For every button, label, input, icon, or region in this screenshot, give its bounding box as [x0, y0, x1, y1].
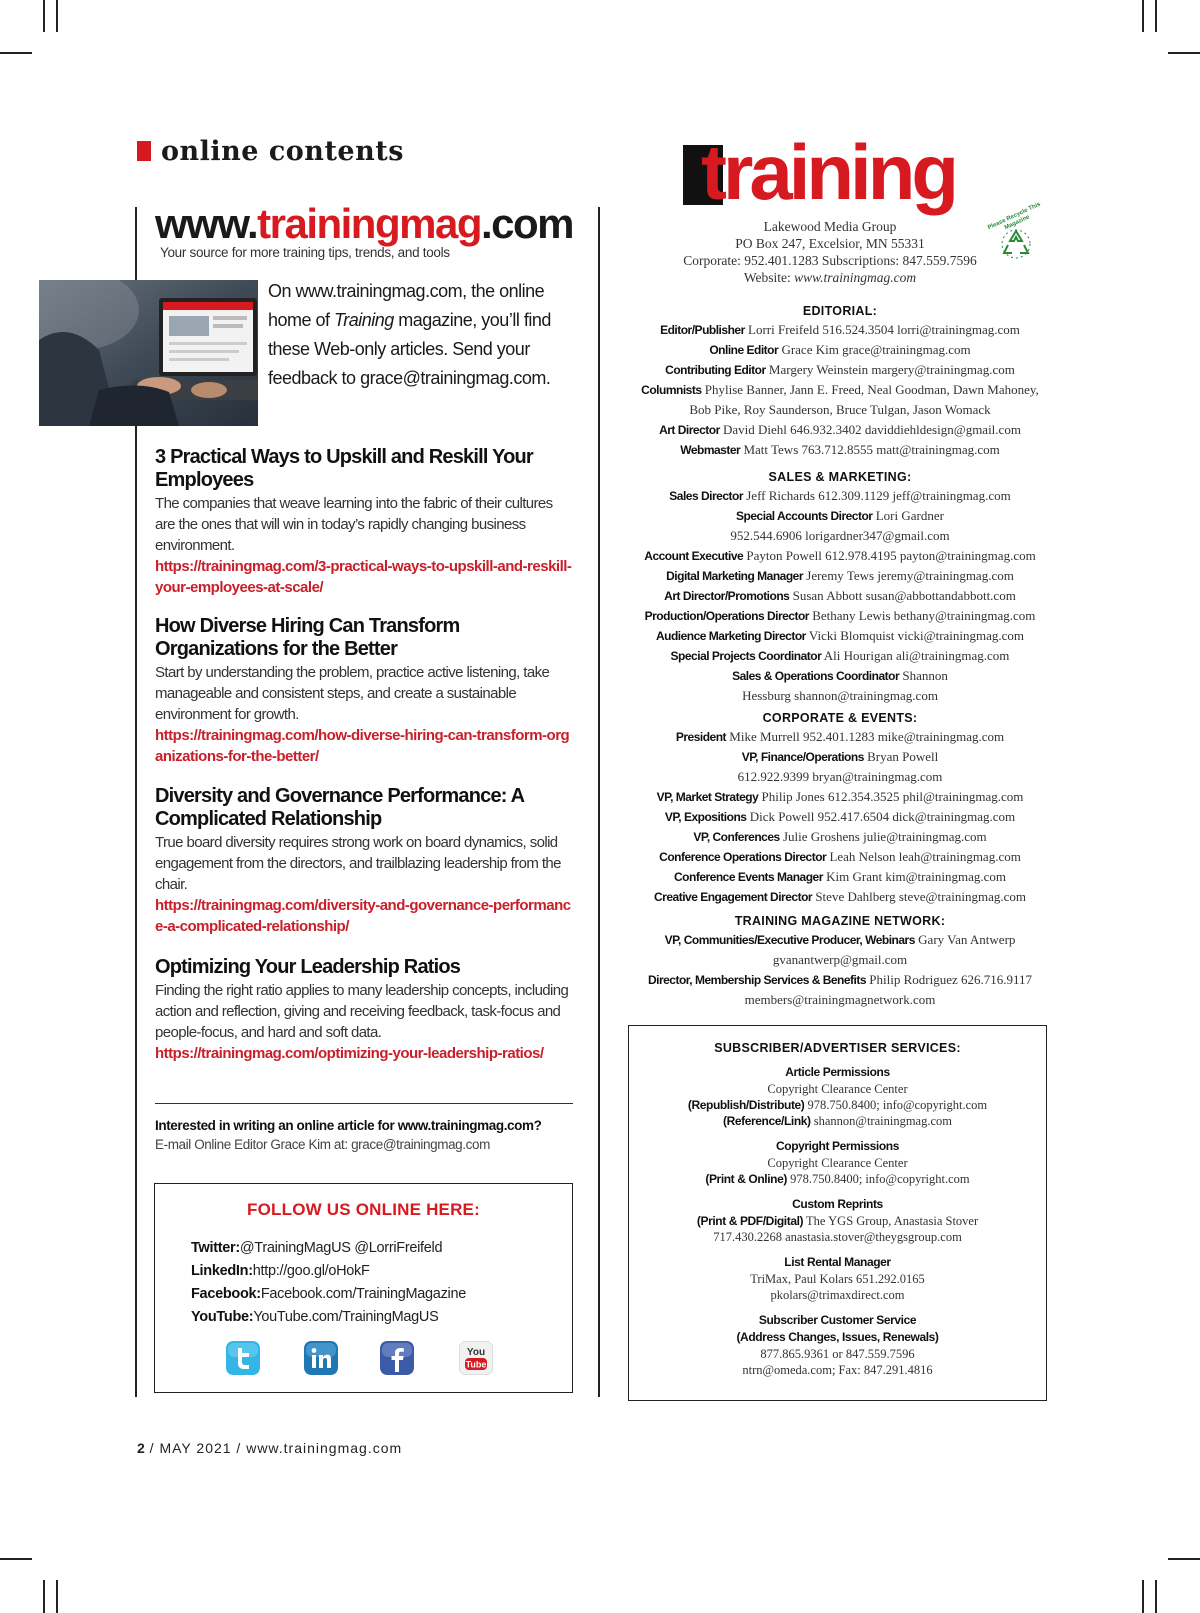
staff-line: [620, 787, 1060, 807]
site-title-suffix: .com: [480, 200, 574, 247]
customer-service-group: [629, 1312, 1046, 1378]
intro-text-1: On www.trainingmag.com, the online home of: [268, 281, 545, 330]
staff-role: Special Projects Coordinator: [670, 649, 822, 663]
staff-info: Dick Powell 952.417.6504 dick@trainingmag.com: [746, 809, 1016, 824]
crop-mark: [0, 52, 32, 54]
youtube-url: YouTube.com/TrainingMagUS: [253, 1309, 439, 1325]
group-value: shannon@trainingmag.com: [810, 1114, 952, 1128]
group-label: (Print & Online): [705, 1172, 787, 1186]
network-block: [620, 912, 1060, 1010]
staff-info: David Diehl 646.932.3402 daviddiehldesign@gmail.com: [719, 422, 1021, 437]
staff-line: [620, 807, 1060, 827]
article-item: [155, 785, 575, 937]
article-item: [155, 446, 575, 598]
group-line: 877.865.9361 or 847.559.7596: [760, 1347, 915, 1361]
group-value: The YGS Group, Anastasia Stover: [803, 1214, 979, 1228]
facebook-label: Facebook:: [191, 1286, 261, 1302]
staff-info: Margery Weinstein margery@trainingmag.com: [765, 362, 1015, 377]
staff-line: [620, 646, 1060, 666]
footer-text: / MAY 2021 / www.trainingmag.com: [144, 1440, 403, 1456]
staff-line: [620, 566, 1060, 586]
staff-role: Art Director: [659, 423, 720, 437]
write-article-contact[interactable]: E-mail Online Editor Grace Kim at: grace@trainingmag.com: [155, 1137, 490, 1152]
crop-mark: [1142, 0, 1144, 32]
crop-mark: [56, 1580, 58, 1613]
crop-mark: [1142, 1580, 1144, 1613]
staff-line: [620, 747, 1060, 787]
staff-role: Conference Operations Director: [659, 850, 827, 864]
staff-info: Grace Kim grace@trainingmag.com: [778, 342, 971, 357]
editorial-block: [620, 302, 1060, 460]
twitter-icon[interactable]: [226, 1341, 260, 1375]
logo-wordmark: training: [701, 128, 955, 216]
intro-text-2: magazine, you’ll find these Web-only articles. Send your feedback to grace@trainingmag.com.: [268, 310, 551, 388]
crop-mark: [56, 0, 58, 32]
staff-info: Phylise Banner, Jann E. Freed, Neal Goodman, Dawn Mahoney, Bob Pike, Roy Saunderson, Bruce Tulgan, Jason Womack: [689, 382, 1039, 417]
laptop-photo-illustration: [39, 280, 258, 426]
staff-role: VP, Finance/Operations: [741, 750, 864, 764]
article-permissions-group: [629, 1064, 1046, 1129]
staff-role: VP, Conferences: [693, 830, 780, 844]
staff-line: [620, 340, 1060, 360]
staff-line: [620, 546, 1060, 566]
staff-line: [620, 867, 1060, 887]
youtube-icon[interactable]: [459, 1341, 493, 1375]
staff-line: [620, 380, 1060, 420]
group-title: Custom Reprints: [792, 1197, 883, 1211]
article-title[interactable]: Diversity and Governance Performance: A Complicated Relationship: [155, 785, 524, 830]
staff-info: Jeremy Tews jeremy@trainingmag.com: [803, 568, 1014, 583]
article-item: [155, 615, 575, 767]
network-heading: TRAINING MAGAZINE NETWORK:: [734, 914, 946, 928]
staff-line: [620, 727, 1060, 747]
group-line: Copyright Clearance Center: [767, 1156, 908, 1170]
staff-info: Gary Van Antwerp gvanantwerp@gmail.com: [772, 932, 1016, 967]
staff-info: Lorri Freifeld 516.524.3504 lorri@trainingmag.com: [744, 322, 1020, 337]
group-title: Article Permissions: [785, 1065, 890, 1079]
staff-line: [620, 420, 1060, 440]
training-logo: [683, 128, 979, 225]
group-subtitle: (Address Changes, Issues, Renewals): [736, 1330, 939, 1344]
group-value: 978.750.8400; info@copyright.com: [804, 1098, 988, 1112]
article-title[interactable]: How Diverse Hiring Can Transform Organizations for the Better: [155, 615, 460, 660]
crop-mark: [43, 1580, 45, 1613]
staff-role: Creative Engagement Director: [654, 890, 813, 904]
staff-info: Bryan Powell 612.922.9399 bryan@trainingmag.com: [737, 749, 943, 784]
staff-role: Director, Membership Services & Benefits: [647, 973, 867, 987]
staff-info: Payton Powell 612.978.4195 payton@trainingmag.com: [743, 548, 1036, 563]
sales-heading: SALES & MARKETING:: [768, 470, 912, 484]
twitter-label: Twitter:: [191, 1240, 240, 1256]
staff-role: VP, Communities/Executive Producer, Webinars: [664, 933, 915, 947]
site-title[interactable]: [155, 200, 573, 248]
staff-info: Vicki Blomquist vicki@trainingmag.com: [805, 628, 1025, 643]
article-link[interactable]: https://trainingmag.com/how-diverse-hiring-can-transform-organizations-for-the-better/: [155, 727, 570, 765]
staff-info: Philip Jones 612.354.3525 phil@trainingmag.com: [758, 789, 1024, 804]
staff-line: [620, 486, 1060, 506]
group-line: Copyright Clearance Center: [767, 1082, 908, 1096]
group-title: Subscriber Customer Service: [758, 1313, 917, 1327]
group-title: Copyright Permissions: [776, 1139, 899, 1153]
linkedin-label: LinkedIn:: [191, 1263, 253, 1279]
staff-role: Art Director/Promotions: [664, 589, 790, 603]
group-label: (Reference/Link): [723, 1114, 811, 1128]
youtube-line[interactable]: [191, 1309, 438, 1325]
recycle-text: Please Recycle This Magazine: [987, 201, 1042, 232]
article-description: The companies that weave learning into the fabric of their cultures are the ones that will win in today’s rapidly changing business environment.: [155, 495, 553, 554]
staff-role: Sales Director: [669, 489, 743, 503]
staff-line: [620, 586, 1060, 606]
center-column-rule: [598, 207, 600, 1397]
staff-info: Susan Abbott susan@abbottandabbott.com: [789, 588, 1016, 603]
website-label: Website:: [743, 270, 795, 285]
group-value: 978.750.8400; info@copyright.com: [786, 1172, 970, 1186]
divider: [155, 1103, 573, 1104]
corporate-heading: CORPORATE & EVENTS:: [762, 711, 918, 725]
staff-line: [620, 440, 1060, 460]
staff-line: [620, 320, 1060, 340]
publisher-info: [640, 218, 1020, 286]
group-line: [629, 1171, 1046, 1187]
site-title-prefix: www.: [155, 200, 258, 247]
staff-line: [620, 626, 1060, 646]
staff-role: President: [675, 730, 727, 744]
group-line: TriMax, Paul Kolars 651.292.0165: [750, 1272, 925, 1286]
group-line: [629, 1113, 1046, 1129]
youtube-icon-you: You: [466, 1347, 486, 1358]
staff-role: Sales & Operations Coordinator: [732, 669, 900, 683]
linkedin-line[interactable]: [191, 1263, 370, 1279]
group-label: (Print & PDF/Digital): [696, 1214, 804, 1228]
staff-info: Philip Rodriguez 626.716.9117 members@trainingmagnetwork.com: [744, 972, 1033, 1007]
staff-role: Editor/Publisher: [660, 323, 745, 337]
staff-info: Lori Gardner 952.544.6906 lorigardner347@gmail.com: [730, 508, 950, 543]
group-title: List Rental Manager: [784, 1255, 891, 1269]
staff-role: Digital Marketing Manager: [666, 569, 804, 583]
page-footer: [137, 1440, 402, 1456]
custom-reprints-group: [629, 1196, 1046, 1245]
staff-role: Webmaster: [680, 443, 741, 457]
staff-info: Mike Murrell 952.401.1283 mike@trainingmag.com: [726, 729, 1005, 744]
staff-line: [620, 360, 1060, 380]
linkedin-icon[interactable]: [304, 1341, 338, 1375]
section-marker: [137, 141, 151, 161]
article-description: Start by understanding the problem, practice active listening, take manageable and consistent steps, and create a sustainable environment for growth.: [155, 664, 550, 723]
section-title: online contents: [161, 135, 404, 167]
article-link[interactable]: https://trainingmag.com/3-practical-ways-to-upskill-and-reskill-your-employees-at-scale/: [155, 558, 572, 596]
staff-line: [620, 827, 1060, 847]
intro-paragraph: [268, 277, 578, 393]
staff-role: Columnists: [641, 383, 702, 397]
staff-line: [620, 606, 1060, 626]
write-article-question: Interested in writing an online article for www.trainingmag.com?: [155, 1118, 542, 1133]
staff-info: Jeff Richards 612.309.1129 jeff@trainingmag.com: [743, 488, 1011, 503]
twitter-handle: @TrainingMagUS @LorriFreifeld: [239, 1240, 443, 1256]
staff-info: Julie Groshens julie@trainingmag.com: [779, 829, 987, 844]
staff-info: Bethany Lewis bethany@trainingmag.com: [808, 608, 1036, 623]
sales-block: [620, 468, 1060, 706]
crop-mark: [1155, 0, 1157, 32]
list-rental-group: [629, 1254, 1046, 1303]
staff-line: [620, 666, 1060, 706]
publisher-address: PO Box 247, Excelsior, MN 55331: [735, 236, 925, 251]
staff-info: Matt Tews 763.712.8555 matt@trainingmag.com: [740, 442, 1000, 457]
subscriber-heading: SUBSCRIBER/ADVERTISER SERVICES:: [714, 1041, 961, 1055]
laptop-photo: [39, 280, 258, 426]
follow-us-box: [154, 1183, 573, 1393]
site-tagline: Your source for more training tips, trends, and tools: [160, 245, 450, 260]
group-line: [629, 1097, 1046, 1113]
group-line: [629, 1213, 1046, 1229]
crop-mark: [0, 1558, 32, 1560]
twitter-line[interactable]: [191, 1240, 442, 1256]
staff-role: Production/Operations Director: [644, 609, 809, 623]
corporate-block: [620, 709, 1060, 907]
group-line: ntrn@omeda.com; Fax: 847.291.4816: [742, 1363, 933, 1377]
staff-line: [620, 506, 1060, 546]
publisher-phones: Corporate: 952.401.1283 Subscriptions: 847.559.7596: [683, 253, 977, 268]
staff-info: Ali Hourigan ali@trainingmag.com: [821, 648, 1010, 663]
follow-us-title: FOLLOW US ONLINE HERE:: [247, 1200, 480, 1219]
article-title[interactable]: Optimizing Your Leadership Ratios: [155, 956, 461, 978]
publisher-name: Lakewood Media Group: [763, 219, 897, 234]
youtube-label: YouTube:: [191, 1309, 254, 1325]
staff-role: Conference Events Manager: [674, 870, 823, 884]
staff-role: Online Editor: [709, 343, 779, 357]
staff-role: Account Executive: [644, 549, 744, 563]
group-label: (Republish/Distribute): [687, 1098, 805, 1112]
article-description: Finding the right ratio applies to many leadership concepts, including action and reflection, giving and receiving feedback, task-focus and people-focus, and hard and soft data.: [155, 982, 569, 1041]
staff-role: Special Accounts Director: [736, 509, 873, 523]
staff-role: Audience Marketing Director: [655, 629, 806, 643]
group-line: 717.430.2268 anastasia.stover@theygsgroup.com: [713, 1230, 962, 1244]
crop-mark: [1168, 1558, 1200, 1560]
site-title-brand: trainingmag: [257, 200, 481, 247]
article-link[interactable]: https://trainingmag.com/diversity-and-governance-performance-a-complicated-relationship/: [155, 897, 571, 935]
copyright-permissions-group: [629, 1138, 1046, 1187]
staff-role: VP, Expositions: [664, 810, 747, 824]
staff-role: VP, Market Strategy: [656, 790, 759, 804]
crop-mark: [1168, 52, 1200, 54]
staff-info: Shannon Hessburg shannon@trainingmag.com: [742, 668, 948, 703]
facebook-icon[interactable]: [380, 1341, 414, 1375]
website-url: www.trainingmag.com: [794, 270, 917, 285]
staff-info: Leah Nelson leah@trainingmag.com: [826, 849, 1021, 864]
section-header: [137, 134, 404, 168]
article-item: [155, 956, 575, 1064]
crop-mark: [43, 0, 45, 32]
facebook-url: Facebook.com/TrainingMagazine: [260, 1286, 466, 1302]
staff-line: [620, 930, 1060, 970]
crop-mark: [1155, 1580, 1157, 1613]
subscriber-services-box: [628, 1025, 1047, 1401]
facebook-line[interactable]: [191, 1286, 466, 1302]
staff-role: Contributing Editor: [665, 363, 766, 377]
article-description: True board diversity requires strong work on board dynamics, solid engagement from the directors, and trailblazing leadership from the chair.: [155, 834, 561, 893]
staff-line: [620, 970, 1060, 1010]
article-link[interactable]: https://trainingmag.com/optimizing-your-leadership-ratios/: [155, 1045, 544, 1062]
staff-info: Kim Grant kim@trainingmag.com: [822, 869, 1006, 884]
group-line: pkolars@trimaxdirect.com: [770, 1288, 905, 1302]
page-number: 2: [137, 1440, 145, 1456]
publisher-website[interactable]: [640, 269, 1020, 286]
staff-line: [620, 847, 1060, 867]
editorial-heading: EDITORIAL:: [802, 304, 878, 318]
article-title[interactable]: 3 Practical Ways to Upskill and Reskill Your Employees: [155, 446, 533, 491]
staff-info: Steve Dahlberg steve@trainingmag.com: [812, 889, 1026, 904]
linkedin-url: http://goo.gl/oHokF: [252, 1263, 370, 1279]
youtube-icon-tube: Tube: [465, 1359, 487, 1370]
intro-magazine-name: Training: [334, 310, 394, 330]
staff-line: [620, 887, 1060, 907]
